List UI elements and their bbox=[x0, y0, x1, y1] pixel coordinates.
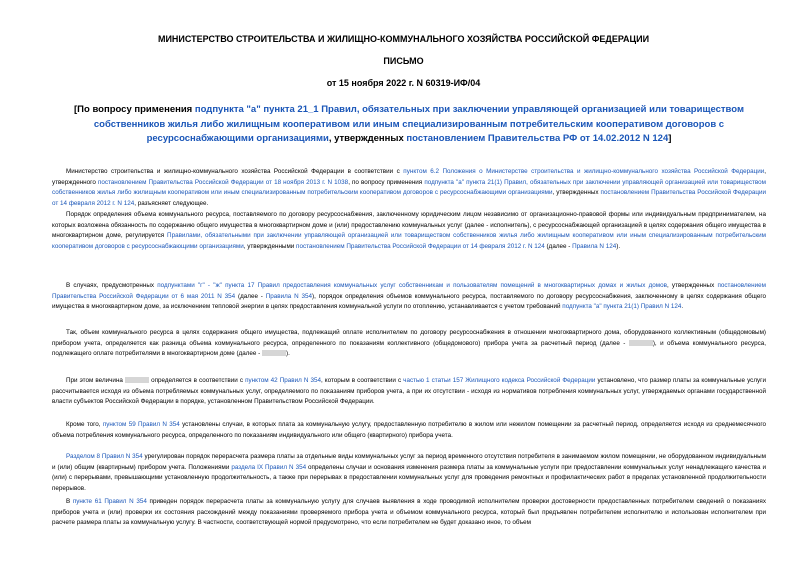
p8-text-2: приведен порядок перерасчета платы за коммунальную услугу для случаев выявления в ходе проводимой исполнителем проверки достоверности предоставленных потребителем сведений о показаниях приборов учета и (или) проверки их состояния расхождений между показаниями проверяемого прибора учета и объемом коммунального ресурса, который был предъявлен потребителем исполнителю и использован исполнителем при расчете размера платы за коммунальную услугу. В частности, соответствующей нормой предусмотрено, что если потребителем не будет доказано иное, то объем bbox=[52, 498, 766, 526]
p2-link-3[interactable]: Правила N 124 bbox=[572, 242, 617, 250]
p1-text-1: Министерство строительства и жилищно-коммунального хозяйства Российской Федерации в соответствии с bbox=[66, 168, 404, 175]
paragraph-6 bbox=[52, 420, 766, 441]
paragraph-2 bbox=[52, 210, 766, 252]
document-subject bbox=[52, 103, 766, 147]
document-type: ПИСЬМО bbox=[383, 56, 424, 66]
p2-link-2[interactable]: постановлением Правительства Российской Федерации от 14 февраля 2012 г. N 124 bbox=[296, 242, 545, 250]
paragraph-1 bbox=[52, 167, 766, 209]
p8-text-1: В bbox=[66, 498, 73, 505]
p7-text-1: урегулирован порядок перерасчета размера платы за отдельные виды коммунальных услуг за период временного отсутствия потребителя в занимаемом жилом помещении, не оборудованном индивидуальным и (или) общим (квартирным) прибором учета. Положениями bbox=[52, 453, 766, 471]
p1-text-3: , по вопросу применения bbox=[348, 178, 425, 186]
p3-text-2: , утвержденных bbox=[666, 282, 718, 289]
formula-image-value bbox=[125, 377, 149, 383]
p7-link-1[interactable]: Разделом 8 Правил N 354 bbox=[66, 453, 143, 460]
p3-text-3: (далее - bbox=[235, 292, 266, 300]
p7-link-2[interactable]: раздела IX Правил N 354 bbox=[231, 463, 307, 471]
paragraph-7 bbox=[52, 452, 766, 494]
p6-text-2: установлены случаи, в которых плата за коммунальную услугу, предоставленную потребителю в жилом или нежилом помещении за расчетный период, определяется исходя из среднемесячного объема потребления коммунального ресурса, определенного по показаниям индивидуального или общего (квартирного) прибора учета. bbox=[52, 421, 766, 439]
subject-link-rules[interactable]: подпункта "а" пункта 21_1 Правил, обязательных при заключении управляющей организацией или товариществом собственников жилья либо жилищным кооперативом или иным специализированным потребительским кооперативом договоров с ресурсоснабжающими организациями bbox=[93, 104, 744, 144]
p6-link-1[interactable]: пунктом 59 Правил N 354 bbox=[102, 421, 180, 428]
p2-text-4: ). bbox=[616, 242, 621, 250]
p4-text-2: ), и объема коммунального ресурса, подлежащего оплате потребителями в многоквартирном доме (далее - bbox=[52, 339, 766, 357]
p3-text-1: В случаях, предусмотренных bbox=[66, 282, 158, 289]
p5-link-1[interactable]: пунктом 42 Правил N 354 bbox=[245, 377, 321, 384]
p1-text-2: , утвержденного bbox=[52, 168, 766, 186]
p5-text-1: При этом величина bbox=[66, 377, 125, 384]
formula-image-total-volume bbox=[629, 340, 653, 346]
p2-link-1[interactable]: Правилами, обязательными при заключении управляющей организацией или товариществом собственников жилья либо жилищным кооперативом или иным специализированным потребительским кооперативом договоров с ресурсоснабжающими организациями bbox=[52, 232, 767, 250]
p4-text-3: ). bbox=[286, 350, 290, 357]
ministry-title: МИНИСТЕРСТВО СТРОИТЕЛЬСТВА И ЖИЛИЩНО-КОММУНАЛЬНОГО ХОЗЯЙСТВА РОССИЙСКОЙ ФЕДЕРАЦИИ bbox=[157, 34, 650, 44]
p1-text-5: , разъясняет следующее. bbox=[134, 199, 209, 207]
p5-text-2: определяется в соответствии с bbox=[149, 377, 246, 384]
p5-link-2[interactable]: частью 1 статьи 157 Жилищного кодекса Российской Федерации bbox=[403, 377, 596, 384]
p1-link-1[interactable]: пунктом 6.2 Положения о Министерстве строительства и жилищно-коммунального хозяйства Российской Федерации bbox=[403, 168, 765, 175]
subject-link-resolution[interactable]: постановлением Правительства РФ от 14.02.2012 N 124 bbox=[406, 133, 669, 144]
p3-text-5: . bbox=[681, 303, 684, 310]
p1-text-4: , утвержденных bbox=[552, 189, 601, 196]
p1-link-2[interactable]: постановлением Правительства Российской Федерации от 18 ноября 2013 г. N 1038 bbox=[97, 178, 349, 186]
paragraph-3 bbox=[52, 281, 766, 313]
paragraph-5 bbox=[52, 376, 766, 408]
paragraph-8 bbox=[52, 497, 766, 529]
subject-open: [По вопросу применения bbox=[74, 104, 195, 115]
p3-link-3[interactable]: Правила N 354 bbox=[265, 292, 312, 300]
p2-text-3: (далее - bbox=[544, 242, 573, 250]
p7-text-2: определены случаи и основания изменения размера платы за коммунальные услуги при предоставлении коммунальных услуг ненадлежащего качества и (или) с перерывами, превышающими установленную продолжительность, а также при перерывах в предоставлении коммунальных услуг для проведения ремонтных и профилактических работ в пределах установленной продолжительности перерывов. bbox=[52, 463, 766, 492]
p4-text-1: Так, объем коммунального ресурса в целях содержания общего имущества, подлежащий оплате исполнителем по договору ресурсоснабжения в отношении многоквартирного дома, оборудованного коллективным (общедомовым) прибором учета, определяется как разница объема коммунального ресурса, определенного по показаниям коллективного (общедомового) прибора учета за расчетный период (далее - bbox=[52, 329, 766, 347]
p3-link-4[interactable]: подпункта "а" пункта 21(1) Правил N 124 bbox=[562, 303, 682, 310]
p3-link-1[interactable]: подпунктами "г" - "ж" пункта 17 Правил предоставления коммунальных услуг собственникам и пользователям помещений в многоквартирных домах и жилых домов bbox=[157, 282, 667, 289]
p3-link-2[interactable]: постановлением Правительства Российской Федерации от 6 мая 2011 N 354 bbox=[52, 282, 767, 300]
paragraph-4 bbox=[52, 328, 766, 360]
document-date-number: от 15 ноября 2022 г. N 60319-ИФ/04 bbox=[326, 78, 481, 88]
p1-link-4[interactable]: постановлением Правительства Российской Федерации от 14 февраля 2012 г. N 124 bbox=[52, 189, 767, 207]
formula-image-consumer-volume bbox=[262, 350, 286, 356]
p3-text-4: ), порядок определения объемов коммунального ресурса, поставляемого по договору ресурсоснабжения, заключенному в целях содержания общего имущества в многоквартирном доме, за исключением тепловой энергии в целях предоставления коммунальной услуги по отоплению, устанавливается с учетом требований bbox=[52, 292, 767, 310]
p2-text-2: , утвержденными bbox=[243, 242, 297, 250]
subject-mid: , утвержденных bbox=[328, 133, 407, 144]
p1-link-3[interactable]: подпункта "а" пункта 21(1) Правил, обязательных при заключении управляющей организацией или товариществом собственников жилья либо жилищным кооперативом или иным специализированным потребительским кооперативом договоров с ресурсоснабжающими организациями bbox=[52, 178, 766, 196]
subject-close: ] bbox=[668, 133, 672, 144]
p5-text-4: установлено, что размер платы за коммунальные услуги рассчитывается исходя из объема потребляемых коммунальных услуг, определяемого по показаниям приборов учета, а при их отсутствии - исходя из нормативов потребления коммунальных услуг, утверждаемых органами государственной власти субъектов Российской Федерации в порядке, установленном Правительством Российской Федерации. bbox=[52, 377, 766, 405]
p5-text-3: , которым в соответствии с bbox=[320, 377, 404, 384]
p8-link-1[interactable]: пункте 61 Правил N 354 bbox=[72, 498, 147, 505]
p6-text-1: Кроме того, bbox=[66, 421, 103, 428]
p2-text-1: Порядок определения объема коммунального ресурса, поставляемого по договору ресурсоснабжения, заключенному юридическим лицом независимо от организационно-правовой формы или индивидуальным предпринимателем, на которых возложена обязанность по содержанию общего имущества в многоквартирном доме и (или) предоставлению коммунальных услуг (далее - исполнитель), с ресурсоснабжающей организацией в целях содержания общего имущества в многоквартирном доме, регулируется bbox=[52, 211, 766, 239]
